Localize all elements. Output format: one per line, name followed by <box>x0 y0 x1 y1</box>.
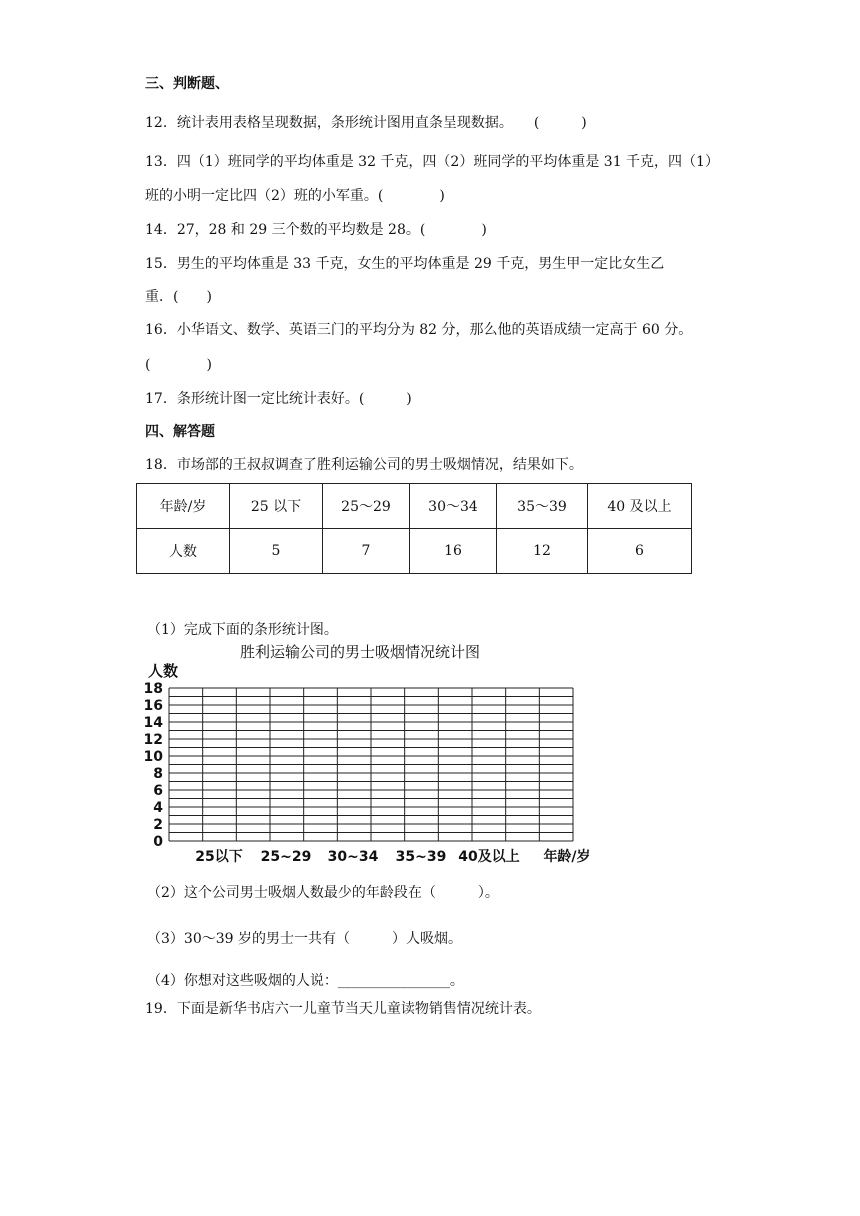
x-tick-label: 30~34 <box>327 849 379 865</box>
y-tick-label: 0 <box>153 834 163 850</box>
table-cell: 25 以下 <box>230 484 323 529</box>
x-tick-label: 25~29 <box>260 849 312 865</box>
table-cell: 16 <box>410 529 497 574</box>
question-18-sub-1: （1）完成下面的条形统计图。 <box>147 622 338 638</box>
y-tick-label: 16 <box>143 698 163 714</box>
question-15-line-2: 重．( ) <box>145 289 212 305</box>
y-tick-label: 18 <box>143 681 163 697</box>
table-header-count: 人数 <box>137 529 230 574</box>
question-17: 17．条形统计图一定比统计表好。( ) <box>145 391 412 407</box>
table-cell: 40 及以上 <box>588 484 692 529</box>
question-14: 14．27，28 和 29 三个数的平均数是 28。( ) <box>145 222 487 238</box>
y-tick-label: 6 <box>153 783 163 799</box>
table-cell: 25～29 <box>323 484 410 529</box>
question-12: 12．统计表用表格呈现数据，条形统计图用直条呈现数据。 ( ) <box>145 115 587 131</box>
question-16-line-1: 16．小华语文、数学、英语三门的平均分为 82 分，那么他的英语成绩一定高于 60 分。 <box>145 322 693 338</box>
question-18-sub-3: （3）30～39 岁的男士一共有（ ）人吸烟。 <box>147 931 462 947</box>
chart-title: 胜利运输公司的男士吸烟情况统计图 <box>240 643 481 661</box>
y-tick-label: 12 <box>143 732 163 748</box>
question-18-intro: 18．市场部的王叔叔调查了胜利运输公司的男士吸烟情况，结果如下。 <box>145 457 583 473</box>
table-cell: 7 <box>323 529 410 574</box>
table-row <box>137 484 692 529</box>
y-tick-label: 2 <box>153 817 163 833</box>
question-18-sub-2: （2）这个公司男士吸烟人数最少的年龄段在（ ）。 <box>147 885 499 901</box>
question-13-line-1: 13．四（1）班同学的平均体重是 32 千克，四（2）班同学的平均体重是 31 千克，四（1） <box>145 154 719 170</box>
question-13-line-2: 班的小明一定比四（2）班的小军重。( ) <box>145 188 445 204</box>
section-3-title: 三、判断题、 <box>145 76 229 92</box>
y-tick-label: 4 <box>153 800 163 816</box>
y-tick-label: 14 <box>143 715 163 731</box>
x-tick-label: 35~39 <box>395 849 447 865</box>
chart-y-axis-label: 人数 <box>148 662 179 680</box>
table-cell: 12 <box>497 529 588 574</box>
table-cell: 30～34 <box>410 484 497 529</box>
table-cell: 5 <box>230 529 323 574</box>
table-cell: 6 <box>588 529 692 574</box>
x-axis-label: 年龄/岁 <box>543 849 591 865</box>
y-tick-label: 10 <box>143 749 163 765</box>
table-header-age: 年龄/岁 <box>137 484 230 529</box>
question-18-sub-4: （4）你想对这些吸烟的人说：________________。 <box>147 973 464 989</box>
table-row <box>137 529 692 574</box>
question-19-intro: 19．下面是新华书店六一儿童节当天儿童读物销售情况统计表。 <box>145 1001 541 1017</box>
x-tick-label: 25以下 <box>195 849 243 865</box>
bar-chart-grid[interactable] <box>140 680 600 865</box>
x-tick-label: 40及以上 <box>458 849 520 865</box>
y-tick-label: 8 <box>153 766 163 782</box>
section-4-title: 四、解答题 <box>145 424 215 440</box>
smoking-data-table <box>136 483 692 574</box>
table-cell: 35～39 <box>497 484 588 529</box>
question-16-line-2: ( ) <box>145 357 212 373</box>
question-15-line-1: 15．男生的平均体重是 33 千克，女生的平均体重是 29 千克，男生甲一定比女生乙 <box>145 256 665 272</box>
